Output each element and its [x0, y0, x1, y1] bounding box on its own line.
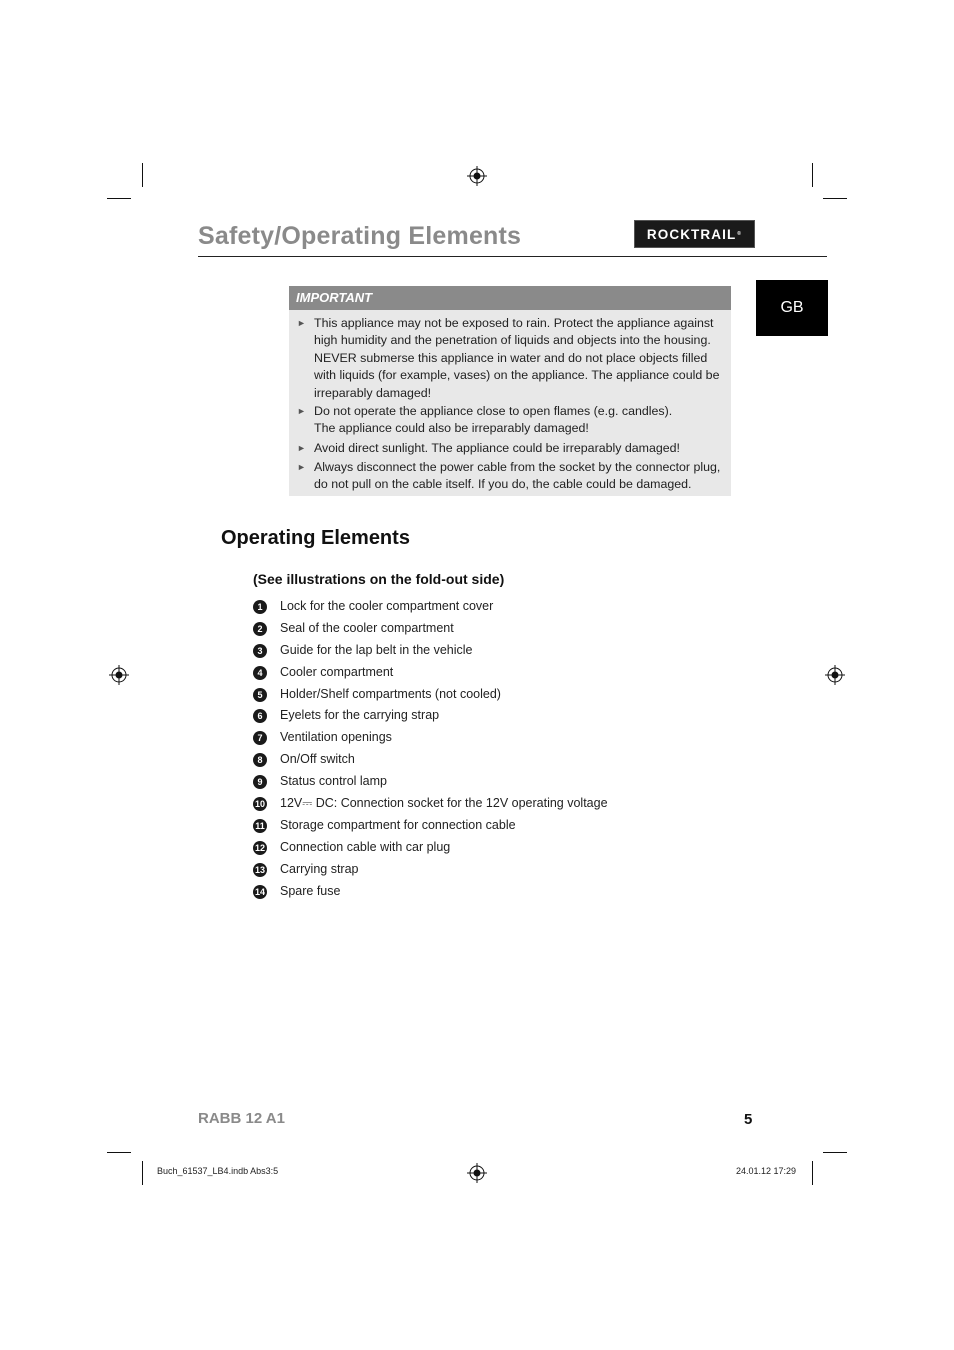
item-number-badge: 3 [253, 644, 267, 658]
crop-mark [107, 198, 131, 199]
header-rule [198, 256, 827, 257]
brand-registered-mark: ® [737, 231, 743, 237]
item-label: Cooler compartment [280, 664, 394, 679]
item-label: Guide for the lap belt in the vehicle [280, 642, 473, 657]
crop-mark [142, 1161, 143, 1185]
brand-name: ROCKTRAIL [646, 226, 737, 242]
registration-mark-icon [467, 166, 487, 186]
print-slug-date: 24.01.12 17:29 [736, 1166, 797, 1176]
important-item [297, 459, 725, 494]
important-item-line: irreparably damaged! [314, 385, 432, 400]
print-slug-file: Buch_61537_LB4.indb Abs3:5 [157, 1166, 279, 1176]
bullet-arrow-icon: ► [297, 406, 306, 416]
important-item-line: NEVER submerse this appliance in water and do not place objects filled [314, 350, 708, 365]
item-number-badge: 14 [254, 886, 265, 897]
item-number-badge: 13 [254, 864, 265, 875]
crop-mark [823, 1152, 847, 1153]
bullet-arrow-icon: ► [297, 443, 306, 453]
important-heading: IMPORTANT [289, 286, 731, 310]
important-item-line: with liquids (for example, vases) on the appliance. The appliance could be [314, 368, 720, 383]
important-item-line: Avoid direct sunlight. The appliance could be irreparably damaged! [314, 441, 680, 455]
item-number-badge: 1 [253, 600, 267, 614]
item-label: Carrying strap [280, 861, 359, 876]
brand-logo [634, 220, 755, 248]
important-item [297, 315, 725, 402]
registration-mark-icon [825, 665, 845, 685]
item-number-badge: 6 [253, 709, 267, 723]
important-item-line: high humidity and the penetration of liquids and objects into the housing. [314, 333, 711, 348]
item-label: Connection cable with car plug [280, 839, 451, 854]
item-label: Spare fuse [280, 883, 341, 898]
important-item-line: Always disconnect the power cable from the socket by the connector plug, [314, 460, 721, 474]
bullet-arrow-icon: ► [297, 462, 306, 472]
important-item-line: Do not operate the appliance close to open flames (e.g. candles). [314, 404, 673, 418]
model-name: RABB 12 A1 [198, 1110, 285, 1127]
crop-mark [812, 163, 813, 187]
section-subheading: (See illustrations on the fold-out side) [253, 571, 505, 587]
item-label: Lock for the cooler compartment cover [280, 599, 494, 613]
important-item-line: This appliance may not be exposed to rain. Protect the appliance against [314, 316, 714, 330]
important-notice-box [289, 286, 731, 496]
item-label: Ventilation openings [280, 730, 392, 745]
language-tab: GB [756, 280, 828, 336]
crop-mark [823, 198, 847, 199]
item-label: 12V⎓ DC: Connection socket for the 12V operating voltage [280, 796, 608, 811]
crop-mark [142, 163, 143, 187]
item-number-badge: 7 [253, 731, 267, 745]
item-number-badge: 9 [253, 775, 267, 789]
item-number-badge: 10 [254, 799, 265, 810]
important-item-line: do not pull on the cable itself. If you do, the cable could be damaged. [314, 477, 692, 492]
item-label: Eyelets for the carrying strap [280, 708, 440, 723]
registration-mark-icon [109, 665, 129, 685]
important-item-line: The appliance could also be irreparably damaged! [314, 421, 589, 436]
bullet-arrow-icon: ► [297, 318, 306, 328]
page-title: Safety/Operating Elements [198, 222, 522, 250]
item-label: Holder/Shelf compartments (not cooled) [280, 686, 501, 701]
item-number-badge: 11 [253, 819, 267, 833]
item-number-badge: 4 [253, 666, 267, 680]
item-number-badge: 5 [253, 688, 267, 702]
item-number-badge: 12 [254, 842, 265, 853]
section-title: Operating Elements [221, 527, 410, 549]
item-label: Seal of the cooler compartment [280, 620, 454, 635]
item-number-badge: 8 [253, 753, 267, 767]
important-item [297, 440, 725, 457]
crop-mark [812, 1161, 813, 1185]
item-label: Storage compartment for connection cable [280, 817, 516, 832]
registration-mark-icon [467, 1163, 487, 1183]
crop-mark [107, 1152, 131, 1153]
page-number: 5 [744, 1111, 753, 1128]
important-item [297, 403, 725, 438]
item-label: On/Off switch [280, 752, 355, 767]
item-label: Status control lamp [280, 774, 387, 789]
item-number-badge: 2 [253, 622, 267, 636]
